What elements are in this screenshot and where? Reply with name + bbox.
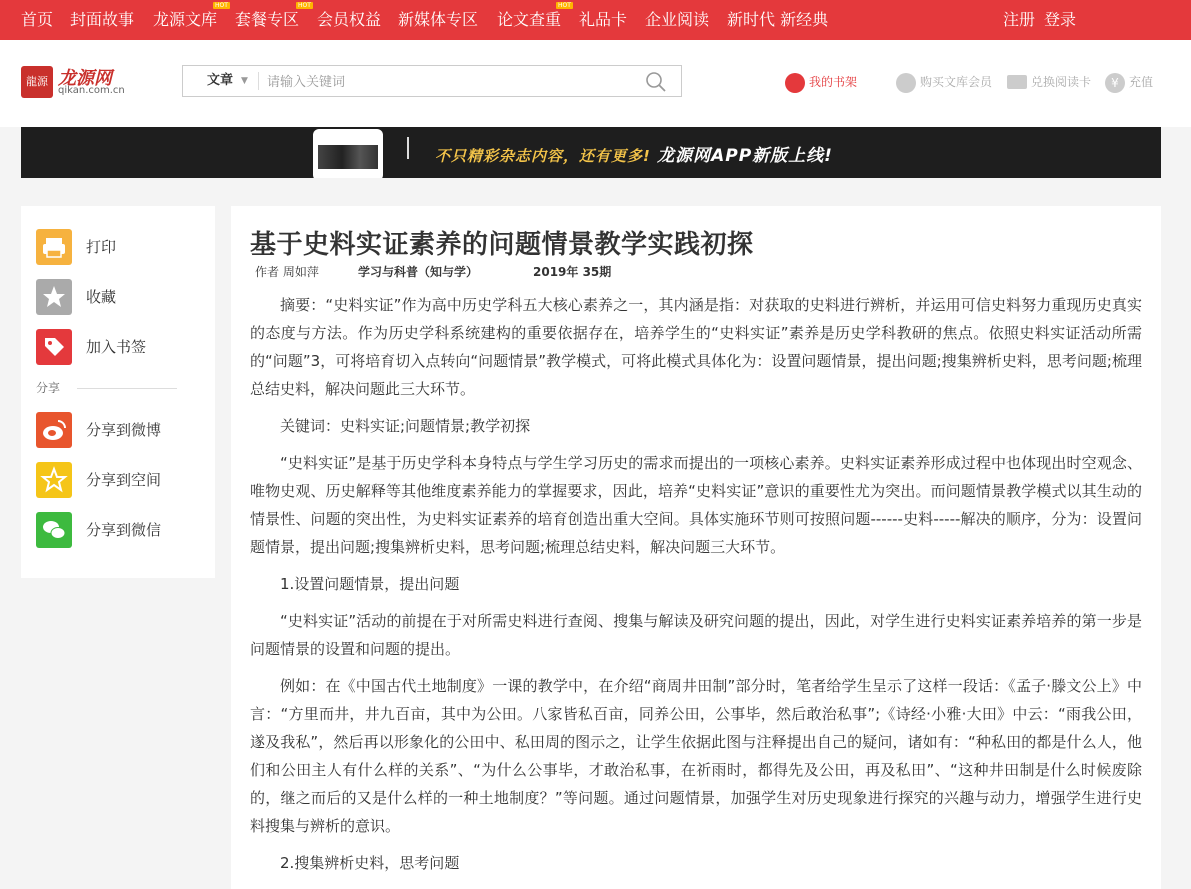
nav-library[interactable]: 龙源文库 <box>153 10 218 29</box>
nav-packages[interactable]: 套餐专区 <box>235 10 300 29</box>
share-wechat-button[interactable] <box>36 512 206 548</box>
article-body <box>250 291 1142 886</box>
share-wechat-label: 分享到微信 <box>86 521 162 539</box>
my-bookshelf-label: 我的书架 <box>809 75 858 89</box>
card-icon <box>1007 75 1027 89</box>
favorite-label: 收藏 <box>86 288 117 306</box>
print-button[interactable] <box>36 229 206 265</box>
logo-text[interactable]: 龙源网 <box>58 68 112 89</box>
keywords-paragraph: 关键词：史料实证;问题情景;教学初探 <box>280 417 531 435</box>
recharge-label: 充值 <box>1129 75 1154 89</box>
login-link[interactable]: 登录 <box>1044 10 1077 29</box>
hot-badge: HOT <box>558 2 571 9</box>
share-weibo-button[interactable] <box>36 412 206 448</box>
top-nav-bar <box>0 0 1191 40</box>
add-bookmark-label: 加入书签 <box>86 338 147 356</box>
search-icon[interactable] <box>645 71 667 93</box>
body-paragraph: 例如：在《中国古代土地制度》一课的教学中，在介绍“商周井田制”部分时，笔者给学生呈示了这样一段话：《孟子·滕文公上》中言：“方里而井，井九百亩，其中为公田。八家皆私百亩，同养公田，公事毕，然后敢治私事”;《诗经·小雅·大田》中云：“雨我公田，遂及我私”，然后再以形象化的公田中、私田周的图示之，让学生依据此图与注释提出自己的疑问，诸如有：“种私田的都是什么人，他们和公田主人有什么样的关系”、“为什么公事毕，才敢治私事，在祈雨时，都得先及公田，再及私田”、“这种井田制是什么时候废除的，继之而后的又是什么样的一种土地制度？”等问题。通过问题情景，加强学生对历史现象进行探究的兴趣与动力，增强学生进行史料搜集与辨析的意识。 <box>250 677 1142 835</box>
buy-membership-label: 购买文库会员 <box>920 75 993 89</box>
banner-text-a: 不只精彩杂志内容，还有更多! <box>435 147 651 165</box>
banner-slogan <box>435 141 833 166</box>
abstract-paragraph: 摘要：“史料实证”作为高中历史学科五大核心素养之一，其内涵是指：对获取的史料进行辨析，并运用可信史料努力重现历史真实的态度与方法。作为历史学科系统建构的重要依据存在，培养学生的“史料实证”素养是历史学科教研的焦点。依照史料实证活动所需的“问题”3，可将培育切入点转向“问题情景”教学模式，可将此模式具体化为：设置问题情景，提出问题;搜集辨析史料，思考问题;梳理总结史料，解决问题此三大环节。 <box>250 296 1142 398</box>
search-input[interactable] <box>265 68 629 96</box>
wechat-icon <box>36 512 72 548</box>
share-qzone-button[interactable] <box>36 462 206 498</box>
banner-text-b: 龙源网APP新版上线! <box>657 146 833 166</box>
section-heading: 1.设置问题情景，提出问题 <box>280 575 460 593</box>
share-divider <box>77 388 177 389</box>
favorite-button[interactable] <box>36 279 206 315</box>
recharge-link[interactable] <box>1105 72 1153 92</box>
redeem-card-label: 兑换阅读卡 <box>1031 75 1092 89</box>
tag-icon <box>36 329 72 365</box>
add-bookmark-button[interactable] <box>36 329 206 365</box>
member-icon <box>896 73 916 93</box>
article-issue[interactable]: 2019年 35期 <box>533 265 612 279</box>
phone-screen-image <box>318 145 378 169</box>
app-promo-banner[interactable] <box>21 127 1161 178</box>
nav-gift-card[interactable]: 礼品卡 <box>579 10 628 29</box>
search-bar <box>182 65 682 97</box>
hot-badge: HOT <box>215 2 228 9</box>
chevron-down-icon[interactable]: ▼ <box>241 76 248 86</box>
nav-thesis-check[interactable]: 论文查重 <box>497 10 562 29</box>
section-heading: 2.搜集辨析史料，思考问题 <box>280 854 460 872</box>
nav-enterprise-reading[interactable]: 企业阅读 <box>645 10 710 29</box>
yen-icon: ¥ <box>1105 73 1125 93</box>
article-tools-sidebar <box>21 206 215 578</box>
my-bookshelf-link[interactable] <box>785 72 857 92</box>
body-paragraph: “史料实证”活动的前提在于对所需史料进行查阅、搜集与解读及研究问题的提出，因此，对学生进行史料实证素养培养的第一步是问题情景的设置和问题的提出。 <box>250 612 1142 658</box>
search-divider <box>258 72 259 90</box>
article-content <box>231 206 1161 889</box>
redeem-card-link[interactable] <box>1007 72 1091 92</box>
article-author[interactable]: 作者 周如萍 <box>255 265 319 279</box>
body-paragraph: “史料实证”是基于历史学科本身特点与学生学习历史的需求而提出的一项核心素养。史料实证素养形成过程中也体现出时空观念、唯物史观、历史解释等其他维度素养能力的掌握要求，因此，培养“史料实证”意识的重要性尤为突出。而问题情景教学模式以其生动的情景性、问题的突出性，为史料实证素养的培育创造出重大空间。具体实施环节则可按照问题------史料-----解决的顺序，分为：设置问题情景，提出问题;搜集辨析史料，思考问题;梳理总结史料，解决问题三大环节。 <box>250 454 1142 556</box>
phone-illustration <box>313 129 383 178</box>
printer-icon <box>36 229 72 265</box>
print-label: 打印 <box>86 238 117 256</box>
qzone-star-icon <box>36 462 72 498</box>
buy-membership-link[interactable] <box>896 72 992 92</box>
hot-badge: HOT <box>298 2 311 9</box>
banner-divider <box>407 137 409 159</box>
nav-new-media[interactable]: 新媒体专区 <box>398 10 479 29</box>
article-journal[interactable]: 学习与科普（知与学） <box>358 265 479 279</box>
logo-mark[interactable]: 龍源 <box>21 66 53 98</box>
nav-cover-story[interactable]: 封面故事 <box>70 10 135 29</box>
nav-home[interactable]: 首页 <box>21 10 54 29</box>
search-type-select[interactable]: 文章 <box>207 73 234 88</box>
bookshelf-icon <box>785 73 805 93</box>
article-title: 基于史料实证素养的问题情景教学实践初探 <box>250 230 754 260</box>
nav-member-benefits[interactable]: 会员权益 <box>317 10 382 29</box>
register-link[interactable]: 注册 <box>1003 10 1036 29</box>
nav-new-era-classics[interactable]: 新时代 新经典 <box>727 10 829 29</box>
weibo-icon <box>36 412 72 448</box>
share-section-label: 分享 <box>36 381 61 395</box>
share-qzone-label: 分享到空间 <box>86 471 162 489</box>
star-icon <box>36 279 72 315</box>
share-weibo-label: 分享到微博 <box>86 421 162 439</box>
logo-url: qikan.com.cn <box>58 85 125 96</box>
